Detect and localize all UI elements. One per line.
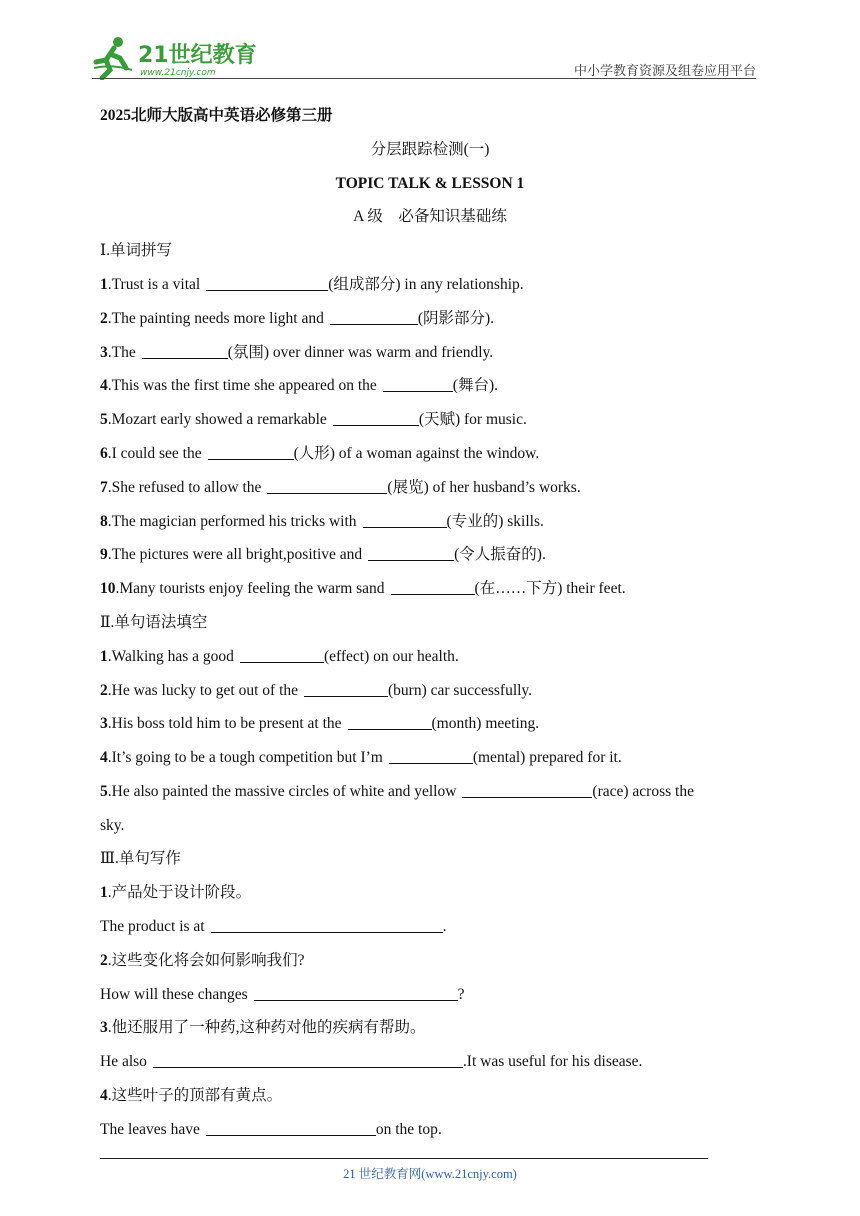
answer-blank[interactable] <box>462 782 592 798</box>
test-subtitle: 分层跟踪检测(一) <box>370 141 490 158</box>
answer-blank[interactable] <box>383 376 453 392</box>
answer-blank[interactable] <box>391 579 475 595</box>
question: 8.The magician performed his tricks with (专业的) skills. <box>100 513 544 530</box>
question: 10.Many tourists enjoy feeling the warm sand (在……下方) their feet. <box>100 580 626 597</box>
footer-text[interactable]: 21 世纪教育网(www.21cnjy.com) <box>343 1167 517 1181</box>
question-chinese: 1.产品处于设计阶段。 <box>100 884 252 901</box>
question: 1.Walking has a good (effect) on our health. <box>100 648 459 665</box>
logo-url: www.21cnjy.com <box>140 68 216 78</box>
question: 6.I could see the (人形) of a woman against the window. <box>100 445 540 462</box>
header-divider <box>92 78 756 79</box>
answer-blank[interactable] <box>363 512 447 528</box>
question: 1.Trust is a vital (组成部分) in any relationship. <box>100 276 524 293</box>
question-continuation: sky. <box>100 817 125 834</box>
question-chinese: 2.这些变化将会如何影响我们? <box>100 952 305 969</box>
answer-blank[interactable] <box>330 309 418 325</box>
question-chinese: 3.他还服用了一种药,这种药对他的疾病有帮助。 <box>100 1019 426 1036</box>
lesson-title: TOPIC TALK & LESSON 1 <box>335 175 525 192</box>
question: 4.It’s going to be a tough competition but I’m (mental) prepared for it. <box>100 749 622 766</box>
question-english: He also .It was useful for his disease. <box>100 1053 643 1070</box>
question: 3.His boss told him to be present at the (month) meeting. <box>100 715 540 732</box>
section-1-title: Ⅰ.单词拼写 <box>100 242 172 259</box>
platform-name: 中小学教育资源及组卷应用平台 <box>573 64 756 79</box>
runner-logo-icon <box>92 34 262 80</box>
answer-blank[interactable] <box>211 917 443 933</box>
question-chinese: 4.这些叶子的顶部有黄点。 <box>100 1087 283 1104</box>
answer-blank[interactable] <box>206 275 328 291</box>
answer-blank[interactable] <box>142 343 228 359</box>
level-title: A 级 必备知识基础练 <box>353 208 507 225</box>
section-3-title: Ⅲ.单句写作 <box>100 850 181 867</box>
answer-blank[interactable] <box>153 1052 463 1068</box>
answer-blank[interactable] <box>254 985 458 1001</box>
question: 4.This was the first time she appeared on the (舞台). <box>100 377 498 394</box>
question-english: The product is at . <box>100 918 447 935</box>
section-2-title: Ⅱ.单句语法填空 <box>100 614 208 631</box>
footer-divider <box>100 1158 708 1159</box>
answer-blank[interactable] <box>267 478 387 494</box>
question: 5.Mozart early showed a remarkable (天赋) for music. <box>100 411 527 428</box>
answer-blank[interactable] <box>348 714 432 730</box>
answer-blank[interactable] <box>389 748 473 764</box>
answer-blank[interactable] <box>208 444 294 460</box>
question: 2.He was lucky to get out of the (burn) car successfully. <box>100 682 533 699</box>
question-english: How will these changes ? <box>100 986 465 1003</box>
answer-blank[interactable] <box>206 1120 376 1136</box>
logo-text: 21世纪教育 <box>138 43 257 68</box>
question: 2.The painting needs more light and (阴影部分). <box>100 310 495 327</box>
book-title: 2025北师大版高中英语必修第三册 <box>100 107 333 124</box>
answer-blank[interactable] <box>368 545 454 561</box>
answer-blank[interactable] <box>333 410 419 426</box>
question: 7.She refused to allow the (展览) of her husband’s works. <box>100 479 581 496</box>
answer-blank[interactable] <box>240 647 324 663</box>
site-logo <box>92 34 262 80</box>
question: 3.The (氛围) over dinner was warm and friendly. <box>100 344 494 361</box>
question: 5.He also painted the massive circles of white and yellow (race) across the <box>100 783 694 800</box>
question-english: The leaves have on the top. <box>100 1121 442 1138</box>
question: 9.The pictures were all bright,positive and (令人振奋的). <box>100 546 546 563</box>
answer-blank[interactable] <box>304 681 388 697</box>
